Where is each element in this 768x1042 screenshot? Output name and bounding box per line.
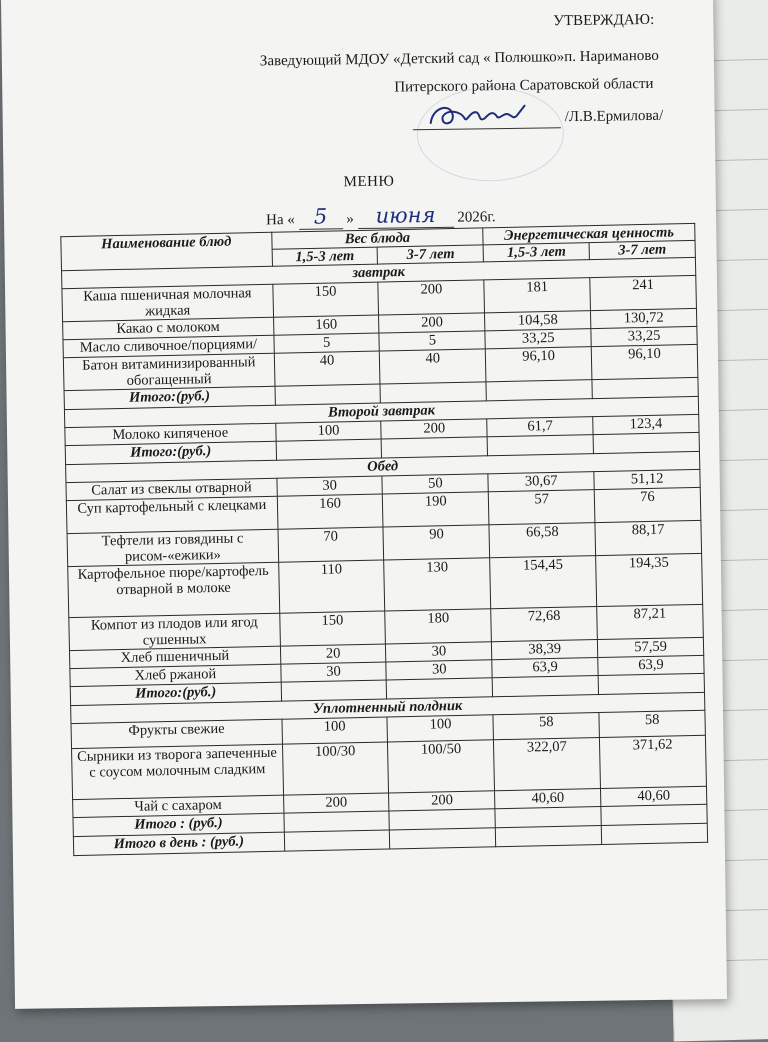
signer-name: /Л.В.Ермилова/ xyxy=(564,107,664,126)
date-year: 2026г. xyxy=(457,209,496,226)
header-energy-age-young: 1,5-3 лет xyxy=(483,243,589,262)
page-title: МЕНЮ xyxy=(343,173,395,191)
table-row: Батон витаминизированный обогащенный 40 40 96,10 96,10 xyxy=(63,344,698,390)
table-row: Хлеб ржаной 30 30 63,9 63,9 xyxy=(70,655,704,686)
total-row: Итого:(руб.) xyxy=(64,377,698,409)
signature-icon xyxy=(420,95,541,137)
table-row: Каша пшеничная молочная жидкая 150 200 181 241 xyxy=(62,275,697,321)
table-row: Молоко кипяченое 100 200 61,7 123,4 xyxy=(65,414,699,445)
table-row: Фрукты свежие 100 100 58 58 xyxy=(71,710,705,748)
approval-position: Заведующий МДОУ «Детский сад « Полюшко»п. Нариманово xyxy=(259,47,659,70)
table-row: Суп картофельный с клецками 160 190 57 76 xyxy=(66,487,701,533)
total-row: Итого:(руб.) xyxy=(70,673,704,705)
menu-date: На « 5 » июня 2026г. xyxy=(265,202,496,229)
signature-row xyxy=(413,102,683,138)
section-title: Обед xyxy=(66,451,700,482)
section-title: завтрак xyxy=(62,257,696,288)
header-weight-age-old: 3-7 лет xyxy=(378,245,484,264)
table-row: Салат из свеклы отварной 30 50 30,67 51,12 xyxy=(66,469,700,500)
section-title: Второй завтрак xyxy=(64,396,698,427)
approval-district: Питерского района Саратовской области xyxy=(394,75,654,96)
day-total-row: Итого в день : (руб.) xyxy=(73,823,707,855)
date-day: 5 xyxy=(298,204,342,230)
approval-heading: УТВЕРЖДАЮ: xyxy=(553,11,655,30)
date-month: июня xyxy=(357,203,453,229)
table-row: Картофельное пюре/картофель отварной в молоке 110 130 154,45 194,35 xyxy=(68,553,703,617)
header-weight: Вес блюда xyxy=(271,228,483,249)
table-row: Хлеб пшеничный 20 30 38,39 57,59 xyxy=(69,637,703,668)
header-dish: Наименование блюд xyxy=(61,232,272,270)
menu-table xyxy=(60,223,708,856)
table-row: Тефтели из говядины с рисом-«ежики» 70 90 66,58 88,17 xyxy=(67,520,702,566)
table-row: Компот из плодов или ягод сушенных 150 180 72,68 87,21 xyxy=(69,604,704,650)
header-energy: Энергетическая ценность xyxy=(483,223,695,244)
table-row: Какао с молоком 160 200 104,58 130,72 xyxy=(63,308,697,339)
header-weight-age-young: 1,5-3 лет xyxy=(272,247,378,266)
header-energy-age-old: 3-7 лет xyxy=(589,240,695,259)
total-row: Итого:(руб.) xyxy=(65,432,699,464)
table-row: Масло сливочное/порциями/ 5 5 33,25 33,25 xyxy=(63,326,697,357)
table-row: Чай с сахаром 200 200 40,60 40,60 xyxy=(73,786,707,817)
total-row: Итого : (руб.) xyxy=(73,804,707,836)
menu-document xyxy=(1,0,727,1009)
section-title: Уплотненный полдник xyxy=(71,692,705,723)
table-row: Сырники из творога запеченные с соусом молочным сладким 100/30 100/50 322,07 371,62 xyxy=(72,735,707,799)
